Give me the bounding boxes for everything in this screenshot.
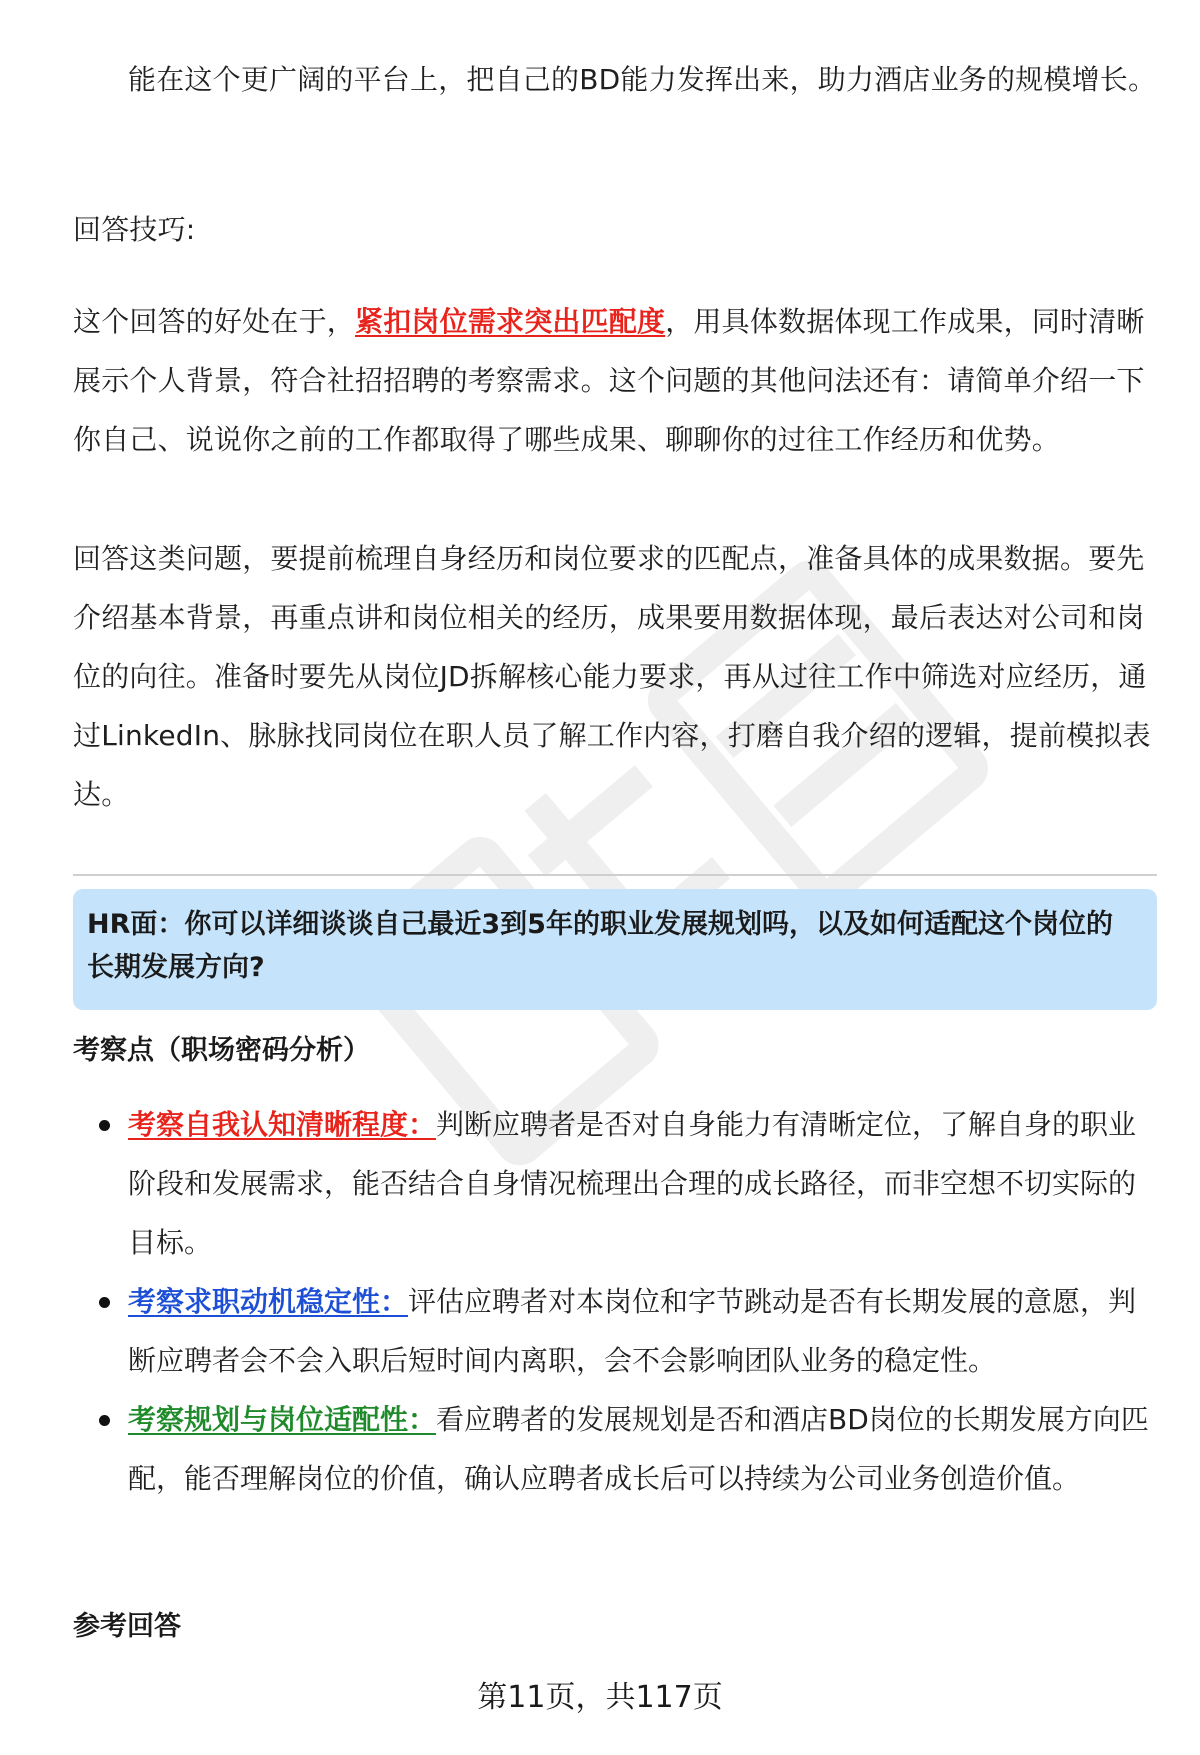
exam-point-keyword: 考察自我认知清晰程度： <box>128 1108 437 1141</box>
exam-points-list <box>95 1095 1155 1508</box>
bullet-dot-icon <box>99 1120 110 1131</box>
list-item <box>95 1095 1155 1272</box>
exam-point-text: 判断应聘者是否对自身能力有清晰定位，了解自身的职业阶段和发展需求，能否结合自身情况梳理出合理的成长路径，而非空想不切实际的目标。 <box>128 1108 1137 1259</box>
section-divider <box>73 874 1157 876</box>
tips-highlight: 紧扣岗位需求突出匹配度 <box>355 305 666 338</box>
exam-point-keyword: 考察求职动机稳定性： <box>128 1285 409 1318</box>
list-item <box>95 1390 1155 1508</box>
exam-point-text: 评估应聘者对本岗位和字节跳动是否有长期发展的意愿，判断应聘者会不会入职后短时间内离职，会不会影响团队业务的稳定性。 <box>128 1285 1137 1377</box>
tips-label: 回答技巧: <box>73 213 196 246</box>
bullet-dot-icon <box>99 1415 110 1426</box>
exam-point-keyword: 考察规划与岗位适配性： <box>128 1403 437 1436</box>
question-box <box>73 889 1157 1010</box>
intro-continuation: 能在这个更广阔的平台上，把自己的BD能力发挥出来，助力酒店业务的规模增长。 <box>128 63 1157 96</box>
bullet-dot-icon <box>99 1297 110 1308</box>
tips-text-before: 这个回答的好处在于， <box>73 305 356 338</box>
tips-paragraph-1 <box>73 292 1153 469</box>
page-indicator: 第11页，共117页 <box>477 1680 723 1715</box>
tips-paragraph-2: 回答这类问题，要提前梳理自身经历和岗位要求的匹配点，准备具体的成果数据。要先介绍基本背景，再重点讲和岗位相关的经历，成果要用数据体现，最后表达对公司和岗位的向往。准备时要先从岗位JD拆解核心能力要求，再从过往工作中筛选对应经历，通过LinkedIn、脉脉找同岗位在职人员了解工作内容，打磨自我介绍的逻辑，提前模拟表达。 <box>73 542 1151 811</box>
tips-text-after: ，用具体数据体现工作成果，同时清晰展示个人背景，符合社招招聘的考察需求。这个问题的其他问法还有：请简单介绍一下你自己、说说你之前的工作都取得了哪些成果、聊聊你的过往工作经历和优势。 <box>73 305 1145 456</box>
reference-answer-heading: 参考回答 <box>73 1611 181 1642</box>
exam-point-text: 看应聘者的发展规划是否和酒店BD岗位的长期发展方向匹配，能否理解岗位的价值，确认应聘者成长后可以持续为公司业务创造价值。 <box>128 1403 1149 1495</box>
list-item <box>95 1272 1155 1390</box>
exam-points-heading: 考察点（职场密码分析） <box>73 1035 370 1066</box>
question-text: HR面：你可以详细谈谈自己最近3到5年的职业发展规划吗，以及如何适配这个岗位的长期发展方向? <box>87 909 1113 983</box>
